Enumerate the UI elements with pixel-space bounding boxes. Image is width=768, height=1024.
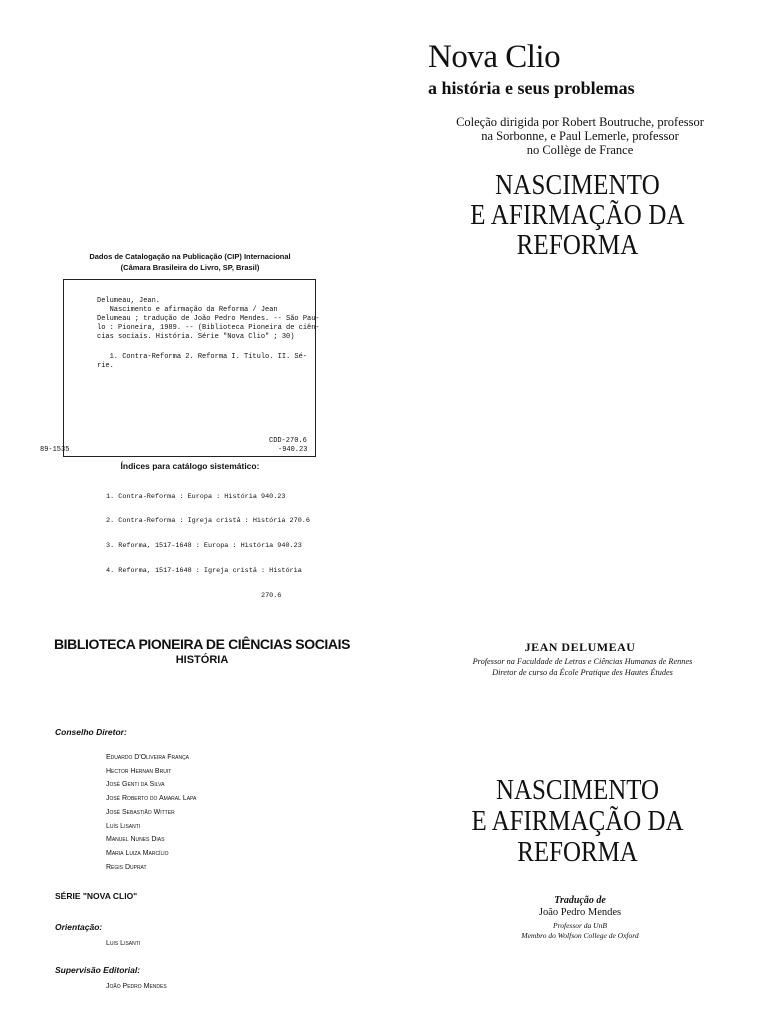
- author-name: JEAN DELUMEAU: [524, 640, 636, 654]
- index-item: 2. Contra-Reforma : Igreja cristã : História 270.6: [106, 517, 310, 526]
- title-line: NASCIMENTO: [495, 169, 660, 201]
- series-title: Nova Clio: [428, 39, 561, 75]
- cip-heading-line: (Câmara Brasileira do Livro, SP, Brasil): [120, 263, 260, 272]
- title-line: E AFIRMAÇÃO DA: [471, 805, 684, 837]
- supervision-name: João Pedro Mendes: [106, 983, 167, 990]
- index-item: 3. Reforma, 1517-1648 : Europa : História 940.23: [106, 542, 302, 551]
- board-members: [106, 751, 196, 874]
- board-label: Conselho Diretor:: [55, 727, 127, 737]
- cip-line: cias sociais. História. Série "Nova Clio" ; 30): [97, 333, 295, 341]
- collection-credit: [440, 115, 720, 157]
- cip-line: lo : Pioneira, 1989. -- (Biblioteca Pioneira de ciên-: [97, 324, 320, 332]
- library-subtitle: HISTÓRIA: [175, 654, 229, 666]
- supervision-label: Supervisão Editorial:: [55, 965, 141, 975]
- title-line: REFORMA: [517, 836, 638, 868]
- collection-line: no Collège de France: [526, 143, 634, 157]
- cip-heading-line: Dados de Catalogação na Publicação (CIP) Internacional: [89, 252, 291, 261]
- guidance-label: Orientação:: [55, 922, 103, 932]
- cip-line: 1. Contra-Reforma 2. Reforma I. Título. II. Sé-: [97, 353, 308, 361]
- author-desc-line: Professor na Faculdade de Letras e Ciências Humanas de Rennes: [472, 657, 693, 666]
- collection-line: na Sorbonne, e Paul Lemerle, professor: [481, 129, 679, 143]
- author-desc-line: Diretor de curso da École Pratique des Hautes Études: [492, 668, 673, 677]
- series-label: SÉRIE "NOVA CLIO": [55, 891, 138, 901]
- title-line: E AFIRMAÇÃO DA: [470, 199, 685, 231]
- cip-line: Nascimento e afirmação da Reforma / Jean: [97, 306, 278, 314]
- index-heading: Índices para catálogo sistemático:: [120, 461, 260, 471]
- index-item: 4. Reforma, 1517-1648 : Igreja cristã : História: [106, 567, 302, 576]
- cip-cdd-secondary: -940.23: [278, 446, 308, 454]
- cip-record-box: [40, 279, 320, 457]
- board-member: Luís Lisanti: [106, 822, 141, 830]
- translator-name: João Pedro Mendes: [538, 907, 622, 918]
- board-member: José Genti da Silva: [106, 781, 165, 789]
- book-title-top: [464, 170, 692, 260]
- translator-desc-line: Professor da UnB: [553, 921, 607, 930]
- translation-label: Tradução de: [554, 895, 606, 906]
- board-member: Eduardo D'Oliveira França: [106, 754, 190, 761]
- index-item: 1. Contra-Reforma : Europa : História 940.23: [106, 492, 286, 501]
- translator-description: [440, 921, 720, 940]
- translator-desc-line: Membro do Wolfson College de Oxford: [521, 930, 639, 940]
- board-member: Hector Hernan Bruit: [106, 767, 172, 775]
- series-subtitle: a história e seus problemas: [428, 78, 635, 98]
- board-member: José Roberto do Amaral Lapa: [106, 795, 197, 803]
- index-list: [106, 476, 310, 609]
- board-member: Regis Duprat: [106, 863, 147, 871]
- cip-cdd: CDD-270.6: [269, 437, 307, 445]
- author-description: [440, 656, 725, 678]
- board-member: Manuel Nunes Dias: [106, 836, 165, 844]
- guidance-name: Luis Lisanti: [106, 940, 141, 947]
- cip-ref-number: 89-1535: [40, 446, 70, 454]
- index-item: 270.6: [106, 592, 282, 601]
- cip-line: rie.: [97, 362, 114, 370]
- title-line: REFORMA: [516, 229, 639, 261]
- title-line: NASCIMENTO: [495, 774, 660, 806]
- cip-line: Delumeau, Jean.: [97, 297, 161, 305]
- book-title-bottom: [464, 775, 692, 868]
- cip-heading: [60, 251, 320, 273]
- board-member: José Sebastião Witter: [106, 808, 175, 816]
- library-title: BIBLIOTECA PIONEIRA DE CIÊNCIAS SOCIAIS: [53, 636, 351, 652]
- collection-line: Coleção dirigida por Robert Boutruche, professor: [456, 115, 704, 129]
- cip-line: Delumeau ; tradução de João Pedro Mendes. -- São Pau-: [97, 315, 320, 323]
- board-member: Maria Luiza Marcílio: [106, 849, 169, 857]
